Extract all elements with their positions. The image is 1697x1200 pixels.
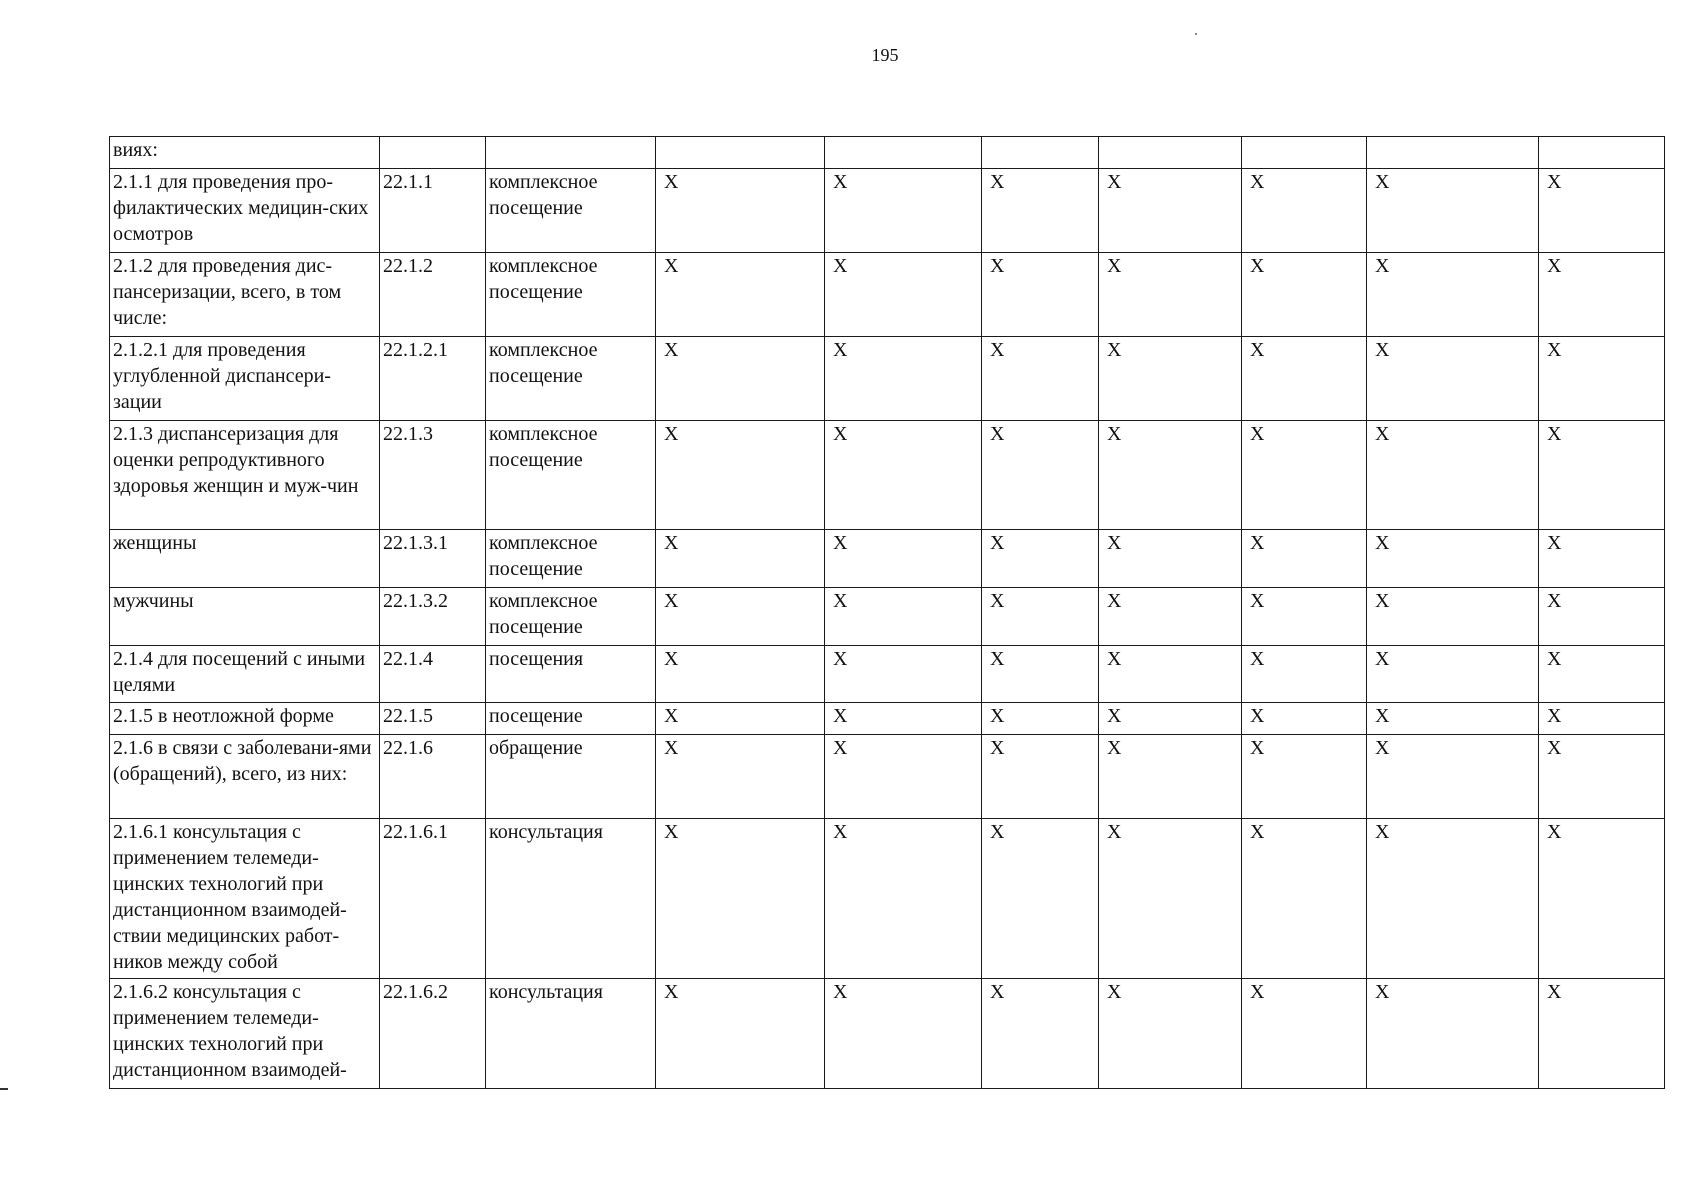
row-name-cell: женщины <box>110 530 380 588</box>
value-cell: Х <box>982 735 1099 819</box>
row-name-cell: 2.1.6.1 консультация с применением телемеди-цинских технологий при дистанционном взаимодей-ствии медицинских работ-ников между собой <box>110 819 380 979</box>
value-cell: Х <box>1242 530 1367 588</box>
table-row <box>110 137 1665 169</box>
row-unit-cell: комплексное посещение <box>486 421 656 530</box>
value-cell: Х <box>1367 253 1539 337</box>
value-cell: Х <box>982 169 1099 253</box>
value-cell: Х <box>1539 169 1665 253</box>
value-cell: Х <box>1539 421 1665 530</box>
value-cell: Х <box>1242 169 1367 253</box>
value-cell: Х <box>656 588 825 646</box>
row-code-cell: 22.1.6.1 <box>380 819 486 979</box>
value-cell: Х <box>982 979 1099 1089</box>
row-name-cell: 2.1.2 для проведения дис-пансеризации, всего, в том числе: <box>110 253 380 337</box>
value-cell: Х <box>825 337 982 421</box>
row-unit-cell <box>486 137 656 169</box>
value-cell: Х <box>1099 588 1242 646</box>
value-cell: Х <box>1242 979 1367 1089</box>
value-cell: Х <box>825 421 982 530</box>
table-row <box>110 588 1665 646</box>
value-cell: Х <box>982 819 1099 979</box>
value-cell: Х <box>982 337 1099 421</box>
value-cell: Х <box>825 703 982 735</box>
value-cell: Х <box>825 588 982 646</box>
table-row <box>110 979 1665 1089</box>
value-cell: Х <box>1367 588 1539 646</box>
value-cell: Х <box>825 735 982 819</box>
margin-mark <box>0 1088 8 1090</box>
row-code-cell: 22.1.2.1 <box>380 337 486 421</box>
row-name-cell: 2.1.3 диспансеризация для оценки репродуктивного здоровья женщин и муж-чин <box>110 421 380 530</box>
row-unit-cell: консультация <box>486 819 656 979</box>
value-cell: Х <box>656 646 825 703</box>
value-cell: Х <box>982 703 1099 735</box>
value-cell: Х <box>1539 979 1665 1089</box>
value-cell: Х <box>1539 735 1665 819</box>
value-cell: Х <box>982 588 1099 646</box>
value-cell: Х <box>656 703 825 735</box>
value-cell: Х <box>1539 588 1665 646</box>
value-cell: Х <box>982 421 1099 530</box>
value-cell: Х <box>825 253 982 337</box>
value-cell: Х <box>825 979 982 1089</box>
value-cell: Х <box>656 337 825 421</box>
value-cell: Х <box>1099 703 1242 735</box>
value-cell: Х <box>1242 646 1367 703</box>
row-unit-cell: комплексное посещение <box>486 530 656 588</box>
value-cell: Х <box>825 819 982 979</box>
row-code-cell: 22.1.1 <box>380 169 486 253</box>
value-cell: Х <box>1099 819 1242 979</box>
value-cell: Х <box>1367 979 1539 1089</box>
table-row <box>110 253 1665 337</box>
value-cell: Х <box>1367 819 1539 979</box>
table-row <box>110 735 1665 819</box>
value-cell: Х <box>1367 646 1539 703</box>
row-code-cell: 22.1.4 <box>380 646 486 703</box>
value-cell: Х <box>1367 169 1539 253</box>
value-cell: Х <box>1242 253 1367 337</box>
value-cell: Х <box>825 646 982 703</box>
value-cell: Х <box>656 253 825 337</box>
value-cell: Х <box>1367 337 1539 421</box>
page-number: 195 <box>871 45 899 65</box>
value-cell: Х <box>1367 530 1539 588</box>
value-cell: Х <box>1367 421 1539 530</box>
row-unit-cell: консультация <box>486 979 656 1089</box>
row-unit-cell: комплексное посещение <box>486 253 656 337</box>
value-cell: Х <box>1367 735 1539 819</box>
row-name-cell: 2.1.1 для проведения про-филактических медицин-ских осмотров <box>110 169 380 253</box>
row-code-cell: 22.1.3.2 <box>380 588 486 646</box>
value-cell: Х <box>656 979 825 1089</box>
data-table <box>109 136 1665 1089</box>
row-unit-cell: комплексное посещение <box>486 588 656 646</box>
value-cell: Х <box>982 646 1099 703</box>
row-name-cell: 2.1.6 в связи с заболевани-ями (обращений), всего, из них: <box>110 735 380 819</box>
value-cell: Х <box>1099 979 1242 1089</box>
value-cell: Х <box>1242 703 1367 735</box>
value-cell: Х <box>1099 530 1242 588</box>
row-code-cell <box>380 137 486 169</box>
row-name-cell: мужчины <box>110 588 380 646</box>
table-row <box>110 169 1665 253</box>
value-cell: Х <box>1099 169 1242 253</box>
value-cell: Х <box>1099 337 1242 421</box>
value-cell: Х <box>1539 337 1665 421</box>
row-code-cell: 22.1.6 <box>380 735 486 819</box>
row-unit-cell: обращение <box>486 735 656 819</box>
value-cell: Х <box>1539 253 1665 337</box>
value-cell: Х <box>656 735 825 819</box>
value-cell <box>1099 137 1242 169</box>
value-cell: Х <box>1539 646 1665 703</box>
value-cell: Х <box>1539 819 1665 979</box>
row-name-cell: 2.1.2.1 для проведения углубленной диспансери-зации <box>110 337 380 421</box>
row-name-cell: 2.1.6.2 консультация с применением телемеди-цинских технологий при дистанционном взаимодей- <box>110 979 380 1089</box>
table-row <box>110 819 1665 979</box>
value-cell <box>1242 137 1367 169</box>
row-code-cell: 22.1.2 <box>380 253 486 337</box>
table-row <box>110 703 1665 735</box>
row-code-cell: 22.1.3 <box>380 421 486 530</box>
row-unit-cell: комплексное посещение <box>486 337 656 421</box>
value-cell: Х <box>825 530 982 588</box>
value-cell: Х <box>825 169 982 253</box>
value-cell: Х <box>1242 337 1367 421</box>
value-cell: Х <box>1242 588 1367 646</box>
value-cell: Х <box>982 530 1099 588</box>
value-cell <box>1539 137 1665 169</box>
row-unit-cell: посещения <box>486 646 656 703</box>
table-row <box>110 646 1665 703</box>
value-cell <box>656 137 825 169</box>
value-cell: Х <box>1242 735 1367 819</box>
row-name-cell: 2.1.5 в неотложной форме <box>110 703 380 735</box>
row-name-cell: виях: <box>110 137 380 169</box>
value-cell <box>1367 137 1539 169</box>
value-cell: Х <box>656 530 825 588</box>
value-cell <box>825 137 982 169</box>
value-cell: Х <box>656 169 825 253</box>
value-cell: Х <box>1242 421 1367 530</box>
value-cell <box>982 137 1099 169</box>
row-code-cell: 22.1.5 <box>380 703 486 735</box>
row-unit-cell: комплексное посещение <box>486 169 656 253</box>
value-cell: Х <box>1539 530 1665 588</box>
row-code-cell: 22.1.3.1 <box>380 530 486 588</box>
table-row <box>110 530 1665 588</box>
value-cell: Х <box>1539 703 1665 735</box>
value-cell: Х <box>982 253 1099 337</box>
scan-artifact-dot <box>1195 33 1197 35</box>
table-row <box>110 337 1665 421</box>
value-cell: Х <box>656 819 825 979</box>
value-cell: Х <box>1099 735 1242 819</box>
value-cell: Х <box>1099 253 1242 337</box>
value-cell: Х <box>1367 703 1539 735</box>
value-cell: Х <box>656 421 825 530</box>
row-name-cell: 2.1.4 для посещений с иными целями <box>110 646 380 703</box>
table-row <box>110 421 1665 530</box>
row-code-cell: 22.1.6.2 <box>380 979 486 1089</box>
row-unit-cell: посещение <box>486 703 656 735</box>
value-cell: Х <box>1242 819 1367 979</box>
value-cell: Х <box>1099 421 1242 530</box>
value-cell: Х <box>1099 646 1242 703</box>
